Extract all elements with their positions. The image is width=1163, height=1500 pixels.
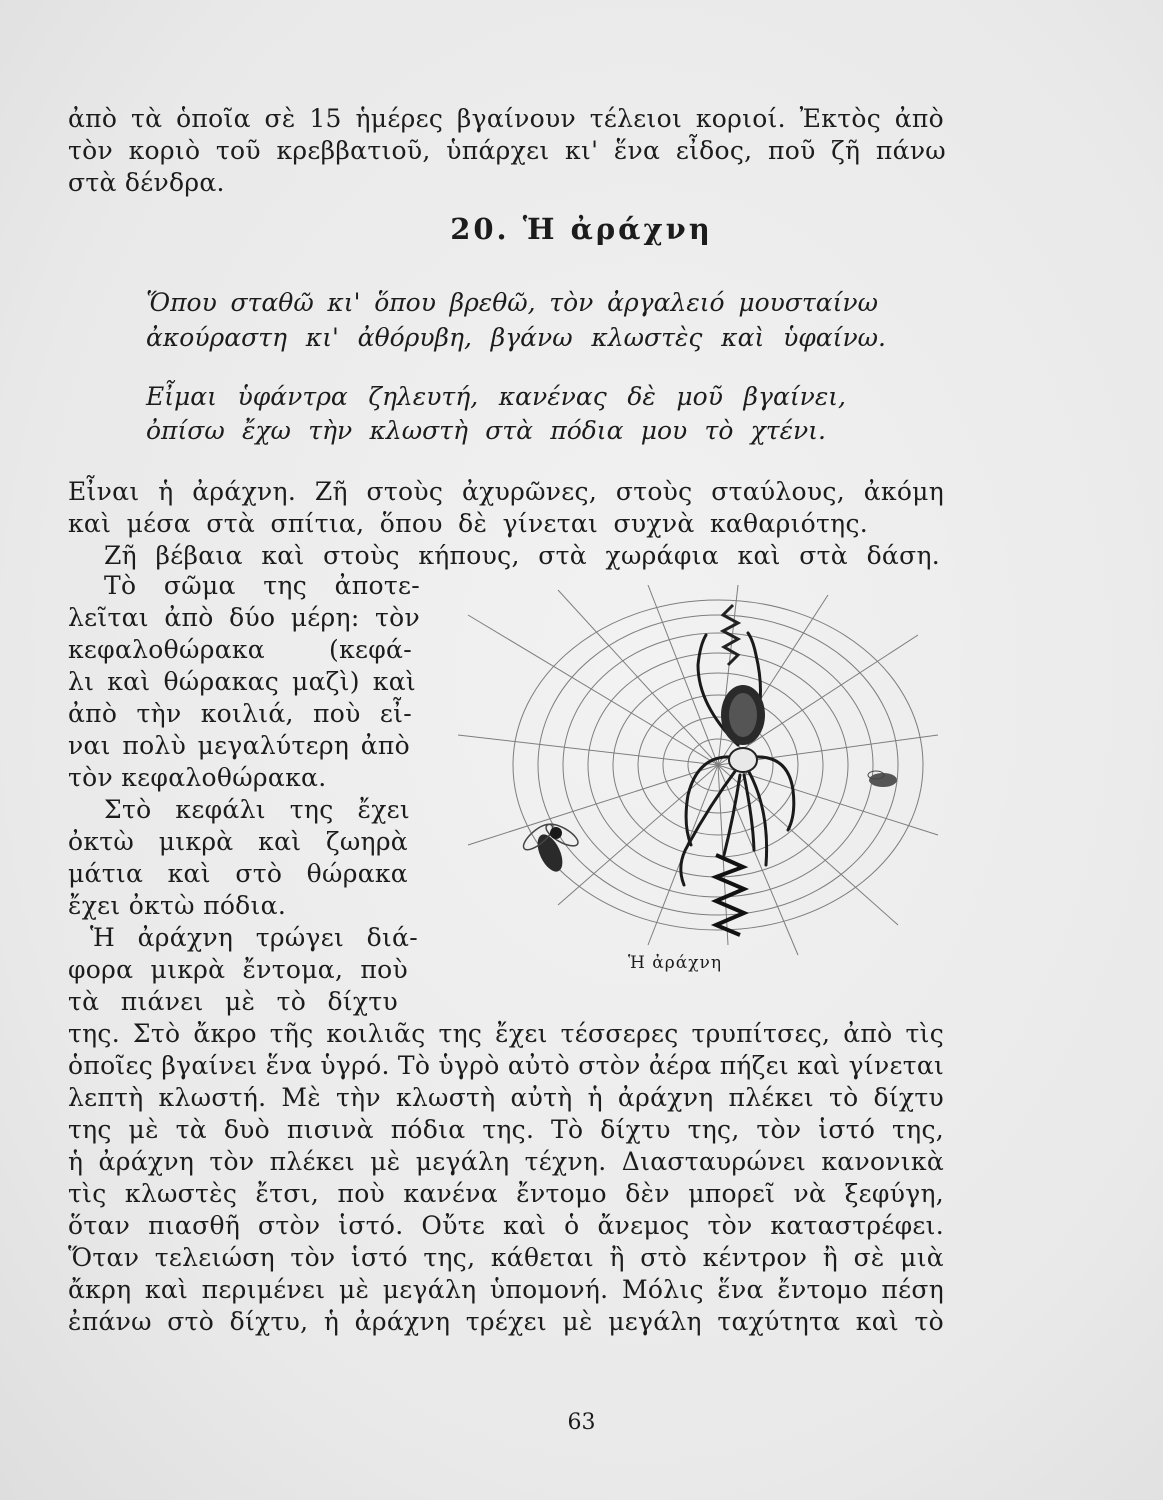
intro-line: στὰ δένδρα. bbox=[68, 168, 225, 197]
narrow-line: λι καὶ θώρακας μαζὶ) καὶ bbox=[68, 667, 416, 696]
body-line: ἐπάνω στὸ δίχτυ, ἡ ἀράχνη τρέχει μὲ μεγάλη ταχύτητα καὶ τὸ bbox=[68, 1307, 944, 1336]
spider-icon bbox=[681, 633, 794, 885]
poem-line: Εἶμαι ὑφάντρα ζηλευτή, κανένας δὲ μοῦ βγαίνει, bbox=[146, 382, 846, 411]
spider-web-illustration bbox=[448, 585, 944, 970]
narrow-line: ναι πολὺ μεγαλύτερη ἀπὸ bbox=[68, 731, 410, 760]
narrow-line: κεφαλοθώρακα (κεφά- bbox=[68, 635, 412, 664]
body-line: ὅταν πιασθῆ στὸν ἱστό. Οὔτε καὶ ὁ ἄνεμος τὸν καταστρέφει. bbox=[68, 1211, 944, 1240]
body-line: Ὅταν τελειώση τὸν ἱστό της, κάθεται ἢ στὸ κέντρον ἢ σὲ μιὰ bbox=[68, 1243, 944, 1272]
body-line: της μὲ τὰ δυὸ πισινὰ πόδια της. Τὸ δίχτυ της, τὸν ἱστό της, bbox=[68, 1115, 944, 1144]
body-line: Ζῆ βέβαια καὶ στοὺς κήπους, στὰ χωράφια καὶ στὰ δάση. bbox=[104, 541, 940, 570]
narrow-line: μάτια καὶ στὸ θώρακα bbox=[68, 859, 408, 888]
narrow-line: ἔχει ὀκτὼ πόδια. bbox=[68, 891, 287, 920]
narrow-line: ἀπὸ τὴν κοιλιά, ποὺ εἶ- bbox=[68, 699, 412, 728]
zigzag-thread-icon bbox=[716, 855, 744, 935]
body-line: της. Στὸ ἄκρο τῆς κοιλιᾶς της ἔχει τέσσερες τρυπίτσες, ἀπὸ τὶς bbox=[68, 1019, 944, 1048]
poem-line: ὀπίσω ἔχω τὴν κλωστὴ στὰ πόδια μου τὸ χτένι. bbox=[146, 416, 826, 445]
body-line: λεπτὴ κλωστή. Μὲ τὴν κλωστὴ αὐτὴ ἡ ἀράχνη πλέκει τὸ δίχτυ bbox=[68, 1083, 944, 1112]
narrow-line: Ἡ ἀράχνη τρώγει διά- bbox=[90, 923, 418, 952]
body-line: ἄκρη καὶ περιμένει μὲ μεγάλη ὑπομονή. Μόλις ἕνα ἔντομο πέση bbox=[68, 1275, 944, 1304]
intro-line: ἀπὸ τὰ ὁποῖα σὲ 15 ἡμέρες βγαίνουν τέλειοι κοριοί. Ἐκτὸς ἀπὸ bbox=[68, 104, 944, 133]
body-line: ἡ ἀράχνη τὸν πλέκει μὲ μεγάλη τέχνη. Διασταυρώνει κανονικὰ bbox=[68, 1147, 944, 1176]
body-line: Εἶναι ἡ ἀράχνη. Ζῆ στοὺς ἀχυρῶνες, στοὺς σταύλους, ἀκόμη bbox=[68, 477, 944, 506]
body-line: τὶς κλωστὲς ἔτσι, ποὺ κανένα ἔντομο δὲν μπορεῖ νὰ ξεφύγη, bbox=[68, 1179, 944, 1208]
narrow-line: ὀκτὼ μικρὰ καὶ ζωηρὰ bbox=[68, 827, 408, 856]
narrow-line: τὸν κεφαλοθώρακα. bbox=[68, 763, 327, 792]
chapter-title: 20. Ἡ ἀράχνη bbox=[450, 212, 713, 246]
figure-caption: Ἡ ἀράχνη bbox=[628, 953, 723, 973]
body-line: καὶ μέσα στὰ σπίτια, ὅπου δὲ γίνεται συχνὰ καθαριότης. bbox=[68, 509, 868, 538]
body-line: ὁποῖες βγαίνει ἕνα ὑγρό. Τὸ ὑγρὸ αὐτὸ στὸν ἀέρα πήζει καὶ γίνεται bbox=[68, 1051, 945, 1080]
narrow-line: φορα μικρὰ ἔντομα, ποὺ bbox=[68, 955, 408, 984]
narrow-line: Τὸ σῶμα της ἀποτε- bbox=[104, 571, 420, 600]
narrow-line: Στὸ κεφάλι της ἔχει bbox=[104, 795, 410, 824]
poem-line: Ὅπου σταθῶ κι' ὅπου βρεθῶ, τὸν ἀργαλειό μουσταίνω bbox=[146, 288, 878, 317]
narrow-line: τὰ πιάνει μὲ τὸ δίχτυ bbox=[68, 987, 398, 1016]
intro-line: τὸν κοριὸ τοῦ κρεββατιοῦ, ὑπάρχει κι' ἕνα εἶδος, ποῦ ζῆ πάνω bbox=[68, 136, 946, 165]
poem-line: ἀκούραστη κι' ἀθόρυβη, βγάνω κλωστὲς καὶ ὑφαίνω. bbox=[146, 323, 886, 352]
page-number: 63 bbox=[567, 1410, 596, 1435]
narrow-line: λεῖται ἀπὸ δύο μέρη: τὸν bbox=[68, 603, 420, 632]
